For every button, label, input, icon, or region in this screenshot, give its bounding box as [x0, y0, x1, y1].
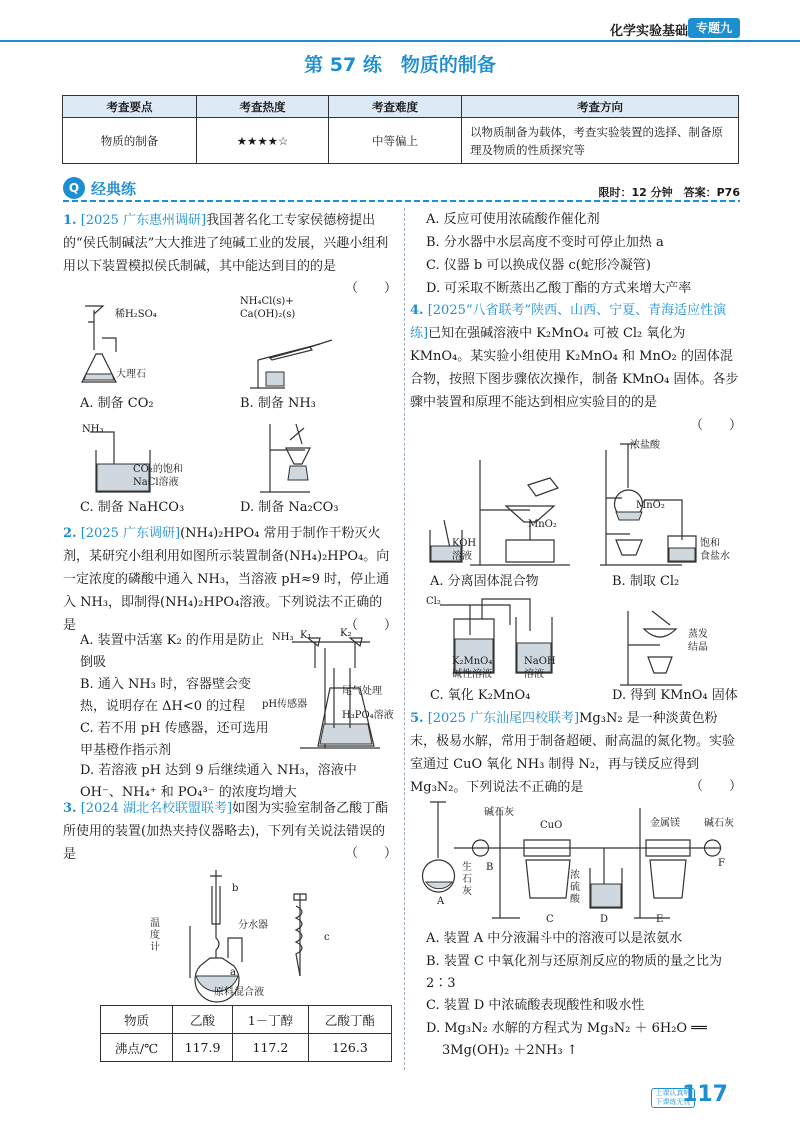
direction-cell: 以物质制备为载体，考查实验装置的选择、制备原理及物质的性质探究等 [462, 118, 739, 164]
label-crystallize: 结晶 [688, 642, 708, 653]
question-text: 已知在强碱溶液中 K₂MnO₄ 可被 Cl₂ 氧化为 KMnO₄。某实验小组使用 K₂MnO₄ 和 MnO₂ 的固体混合物，按照下图步骤依次操作，制备 KMnO₄ 固体。各步骤中装置和原理不能达到相应实验目的的是 [410, 326, 739, 410]
label-magnesium: 金属镁 [650, 818, 680, 829]
label-cl2: Cl₂ [426, 596, 441, 607]
answer-blank[interactable]: （ ） [345, 618, 398, 633]
label-conc-h2so4: 浓硫酸 [570, 870, 580, 905]
label-c: c [324, 932, 330, 943]
focus-cell: 物质的制备 [63, 118, 197, 164]
section-rule [63, 200, 740, 202]
label-soda-lime-2: 碱石灰 [704, 818, 734, 829]
q1-option-c[interactable]: C. 制备 NaHCO₃ [80, 500, 185, 515]
page-title: 第 57 练 物质的制备 [304, 54, 496, 76]
question-source: [2025“八省联考”陕西、山西、宁夏、青海适应性演练] [410, 303, 727, 341]
q2-option-c[interactable]: C. 若不用 pH 传感器，还可选用甲基橙作指示剂 [80, 721, 269, 758]
label-nacl: NaCl溶液 [133, 477, 179, 488]
label-nh3: NH₃ [82, 424, 104, 435]
q2-option-a[interactable]: A. 装置中活塞 K₂ 的作用是防止倒吸 [80, 633, 264, 670]
requirements-header-row [63, 96, 739, 118]
label-a-unit: A [437, 896, 445, 907]
header-cell: 考查要点 [63, 96, 197, 118]
label-naoh: NaOH [524, 656, 556, 667]
answer-blank[interactable]: （ ） [690, 779, 743, 794]
header-subject: 化学实验基础 [609, 24, 688, 39]
answer-blank[interactable]: （ ） [345, 846, 398, 861]
q4-option-c[interactable]: C. 氧化 K₂MnO₄ [430, 688, 531, 703]
label-koh: KOH [452, 538, 477, 549]
topic-tab[interactable]: 专题九 [688, 18, 740, 38]
question-text: 如图为实验室制备乙酸丁酯所使用的装置(加热夹持仪器略去)，下列有关说法错误的是 [63, 801, 389, 862]
question-source: [2025 广东惠州调研] [80, 213, 207, 228]
label-naoh-solution: 溶液 [524, 669, 544, 680]
label-nh4cl: NH₄Cl(s)+ [240, 296, 294, 307]
table-cell: 117.2 [233, 1034, 309, 1062]
q5-option-a[interactable]: A. 装置 A 中分液漏斗中的溶液可以是浓氨水 [426, 931, 683, 946]
heat-rating: ★★★★☆ [197, 118, 329, 164]
column-divider [404, 208, 405, 1070]
question-source: [2025 广东汕尾四校联考] [427, 711, 580, 726]
label-nh3-inlet: NH₃ [272, 632, 294, 643]
label-caoh2: Ca(OH)₂(s) [240, 309, 296, 320]
label-dilute-acid: 稀H₂SO₄ [115, 309, 157, 320]
q4-option-b[interactable]: B. 制取 Cl₂ [612, 574, 680, 589]
header-cell: 考查热度 [197, 96, 329, 118]
q3-option-a[interactable]: A. 反应可使用浓硫酸作催化剂 [426, 212, 600, 227]
question-number: 4. [410, 303, 424, 318]
header-cell: 考查难度 [329, 96, 462, 118]
label-thermometer: 温度计 [150, 918, 160, 953]
table-cell: 1－丁醇 [233, 1006, 309, 1034]
question-4-stem [410, 299, 740, 414]
header-rule [0, 40, 800, 42]
q4-option-a[interactable]: A. 分离固体混合物 [430, 574, 539, 589]
table-cell: 乙酸丁酯 [308, 1006, 391, 1034]
table-cell: 117.9 [173, 1034, 233, 1062]
label-raw-mixture: 原料混合液 [214, 987, 264, 998]
question-number: 5. [410, 711, 424, 726]
q5-option-d-cont: 3Mg(OH)₂ ＋2NH₃ ↑ [442, 1043, 578, 1058]
label-cuo: CuO [540, 820, 563, 831]
label-mno2-b: MnO₂ [636, 500, 665, 511]
label-water-separator: 分水器 [238, 920, 268, 931]
label-ph-sensor: pH传感器 [262, 699, 308, 710]
label-alkaline-solution: 碱性溶液 [452, 669, 492, 680]
label-d-unit: D [600, 914, 609, 925]
requirements-table [62, 95, 739, 164]
question-text: (NH₄)₂HPO₄ 常用于制作干粉灭火剂，某研究小组利用如图所示装置制备(NH₄)₂HPO₄。向一定浓度的磷酸中通入 NH₃，当溶液 pH≈9 时，停止通入 NH₃，即制得(NH₄)₂HPO₄溶液。下列说法不正确的是 [63, 526, 390, 633]
label-e-unit: E [656, 914, 664, 925]
table-cell: 物质 [101, 1006, 173, 1034]
label-c-unit: C [546, 914, 554, 925]
q4-option-d[interactable]: D. 得到 KMnO₄ 固体 [612, 688, 738, 703]
question-number: 3. [63, 801, 77, 816]
page-number: 117 [682, 1082, 728, 1107]
label-f-unit: F [718, 858, 725, 869]
table-row [101, 1034, 392, 1062]
q5-option-d[interactable]: D. Mg₃N₂ 水解的方程式为 Mg₃N₂ ＋ 6H₂O ══ [426, 1021, 707, 1036]
table-cell: 126.3 [308, 1034, 391, 1062]
question-source: [2024 湖北名校联盟联考] [80, 801, 233, 816]
q5-option-b[interactable]: B. 装置 C 中氧化剂与还原剂反应的物质的量之比为 2∶3 [426, 954, 723, 991]
q1-option-a[interactable]: A. 制备 CO₂ [80, 396, 154, 411]
q1-apparatus-cd [80, 420, 390, 495]
q3-option-b[interactable]: B. 分水器中水层高度不变时可停止加热 a [426, 235, 664, 250]
label-saturated: 饱和 [700, 538, 720, 549]
q5-option-c[interactable]: C. 装置 D 中浓硫酸表现酸性和吸水性 [426, 998, 645, 1013]
q2-option-d[interactable]: D. 若溶液 pH 达到 9 后继续通入 NH₃，溶液中 OH⁻、NH₄⁺ 和 PO₄³⁻ 的浓度均增大 [80, 763, 357, 800]
label-quicklime: 生石灰 [462, 862, 472, 897]
question-source: [2025 广东调研] [80, 526, 181, 541]
difficulty-cell: 中等偏上 [329, 118, 462, 164]
q3-option-d[interactable]: D. 可采取不断蒸出乙酸丁酯的方式来增大产率 [426, 281, 692, 296]
question-1-stem [63, 209, 395, 278]
label-b: b [232, 883, 239, 894]
q1-option-b[interactable]: B. 制备 NH₃ [240, 396, 316, 411]
label-k2: K₂ [340, 628, 352, 639]
header-cell: 考查方向 [462, 96, 739, 118]
label-tail-gas: 尾气处理 [342, 686, 382, 697]
table-cell: 乙酸 [173, 1006, 233, 1034]
label-k1: K₁ [300, 630, 312, 641]
section-title: 经典练 [91, 180, 137, 198]
label-marble: 大理石 [116, 369, 146, 380]
answer-blank[interactable]: （ ） [690, 418, 743, 433]
question-text: Mg₃N₂ 是一种淡黄色粉末，极易水解，常用于制备超硬、耐高温的氮化物。实验室通过 CuO 氧化 NH₃ 制得 N₂，再与镁反应得到 Mg₃N₂。下列说法不正确的是 [410, 711, 736, 795]
label-h3po4: H₃PO₄溶液 [342, 710, 394, 721]
requirements-row [63, 118, 739, 164]
label-soda-lime-1: 碱石灰 [484, 807, 514, 818]
label-b-unit: B [486, 862, 494, 873]
label-evaporate: 蒸发 [688, 629, 708, 640]
label-conc-hcl: 浓盐酸 [630, 440, 660, 451]
q1-option-d[interactable]: D. 制备 Na₂CO₃ [240, 500, 339, 515]
time-answer-meta: 限时：12 分钟 答案：P76 [598, 186, 740, 199]
label-k2mno4: K₂MnO₄ [452, 656, 493, 667]
question-number: 1. [63, 213, 77, 228]
label-koh-solution: 溶液 [452, 551, 472, 562]
q2-option-b[interactable]: B. 通入 NH₃ 时，容器壁会变热，说明存在 ΔH<0 的过程 [80, 677, 252, 714]
label-a: a [230, 967, 236, 978]
question-text: 我国著名化工专家侯德榜提出的“侯氏制碱法”大大推进了纯碱工业的发展，兴趣小组利用以下装置模拟侯氏制碱，其中能达到目的的是 [63, 213, 389, 274]
label-mno2-a: MnO₂ [528, 519, 557, 530]
table-cell: 沸点/℃ [101, 1034, 173, 1062]
table-row [101, 1006, 392, 1034]
footer-slogan: 上课认真听 下课练无忧 [651, 1088, 695, 1108]
q3-apparatus [150, 866, 350, 1001]
answer-blank[interactable]: （ ） [345, 281, 398, 296]
q3-option-c[interactable]: C. 仪器 b 可以换成仪器 c(蛇形冷凝管) [426, 258, 651, 273]
label-co2-saturated: CO₂的饱和 [133, 464, 183, 475]
label-brine: 食盐水 [700, 551, 730, 562]
section-icon: Q [63, 177, 85, 199]
boiling-point-table [100, 1005, 392, 1062]
question-number: 2. [63, 526, 77, 541]
